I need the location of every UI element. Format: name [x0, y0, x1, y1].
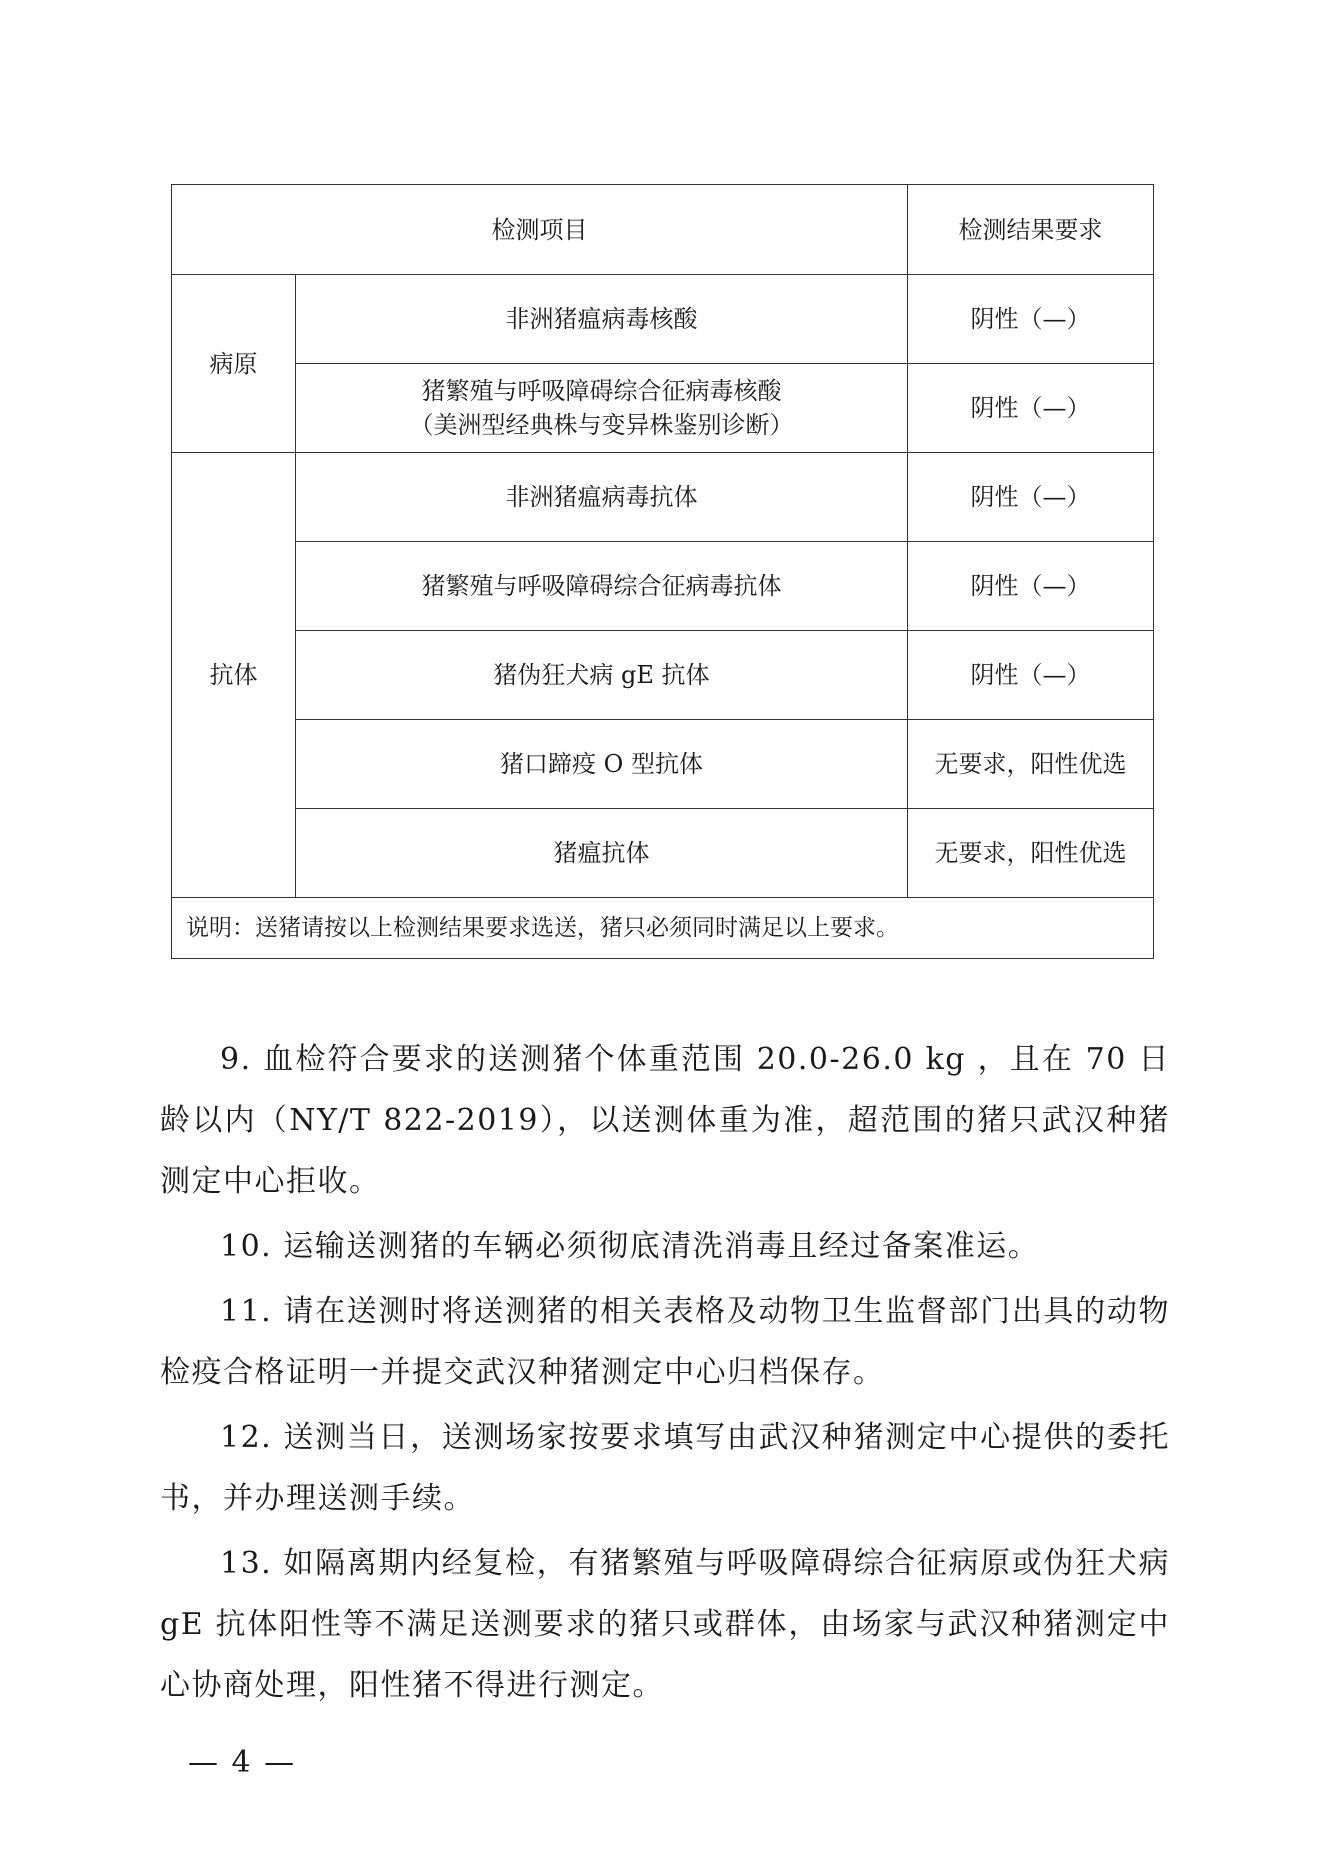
table-row	[172, 631, 1154, 720]
result-requirement: 无要求，阳性优选	[908, 720, 1154, 809]
paragraph-item-13: 13. 如隔离期内经复检，有猪繁殖与呼吸障碍综合征病原或伪狂犬病 gE 抗体阳性等不满足送测要求的猪只或群体，由场家与武汉种猪测定中心协商处理，阳性猪不得进行测定。	[160, 1546, 1170, 1703]
header-result-requirement: 检测结果要求	[908, 185, 1154, 275]
test-item-line: （美洲型经典株与变异株鉴别诊断）	[409, 411, 794, 439]
test-item	[296, 364, 908, 453]
test-item-line: 猪口蹄疫 O 型抗体	[500, 750, 703, 778]
category-pathogen: 病原	[172, 275, 296, 453]
table-row	[172, 275, 1154, 364]
result-requirement: 无要求，阳性优选	[908, 809, 1154, 898]
header-test-item: 检测项目	[172, 185, 908, 275]
test-item-line: 非洲猪瘟病毒抗体	[505, 483, 698, 511]
test-item-line: 猪瘟抗体	[553, 839, 650, 867]
test-item-line: 猪伪狂犬病 gE 抗体	[493, 661, 710, 689]
result-requirement: 阴性（—）	[908, 364, 1154, 453]
table-row	[172, 364, 1154, 453]
table-note: 说明：送猪请按以上检测结果要求选送，猪只必须同时满足以上要求。	[172, 898, 1154, 959]
paragraph-item-9: 9. 血检符合要求的送测猪个体重范围 20.0-26.0 kg ，且在 70 日龄以内（NY/T 822-2019），以送测体重为准，超范围的猪只武汉种猪测定中心拒收。	[160, 1042, 1170, 1199]
test-item	[296, 275, 908, 364]
result-requirement: 阴性（—）	[908, 275, 1154, 364]
test-requirements-table	[171, 184, 1154, 959]
table-row	[172, 542, 1154, 631]
body-paragraphs	[160, 1029, 1170, 1720]
table-row	[172, 453, 1154, 542]
result-requirement: 阴性（—）	[908, 542, 1154, 631]
paragraph-item-11: 11. 请在送测时将送测猪的相关表格及动物卫生监督部门出具的动物检疫合格证明一并提交武汉种猪测定中心归档保存。	[160, 1294, 1170, 1390]
result-requirement: 阴性（—）	[908, 453, 1154, 542]
test-item-line: 猪繁殖与呼吸障碍综合征病毒抗体	[421, 572, 782, 600]
test-item	[296, 631, 908, 720]
table-note-row	[172, 898, 1154, 959]
test-item	[296, 542, 908, 631]
test-item	[296, 720, 908, 809]
table-row	[172, 720, 1154, 809]
table-row	[172, 809, 1154, 898]
test-item-line: 猪繁殖与呼吸障碍综合征病毒核酸	[421, 377, 782, 405]
paragraph-item-12: 12. 送测当日，送测场家按要求填写由武汉种猪测定中心提供的委托书，并办理送测手续。	[160, 1420, 1170, 1516]
test-item	[296, 453, 908, 542]
paragraph-item-10: 10. 运输送测猪的车辆必须彻底清洗消毒且经过备案准运。	[220, 1229, 1040, 1264]
test-item	[296, 809, 908, 898]
result-requirement: 阴性（—）	[908, 631, 1154, 720]
page-number: — 4 —	[188, 1745, 297, 1780]
test-item-line: 非洲猪瘟病毒核酸	[505, 305, 698, 333]
category-antibody: 抗体	[172, 453, 296, 898]
table-header-row	[172, 185, 1154, 275]
